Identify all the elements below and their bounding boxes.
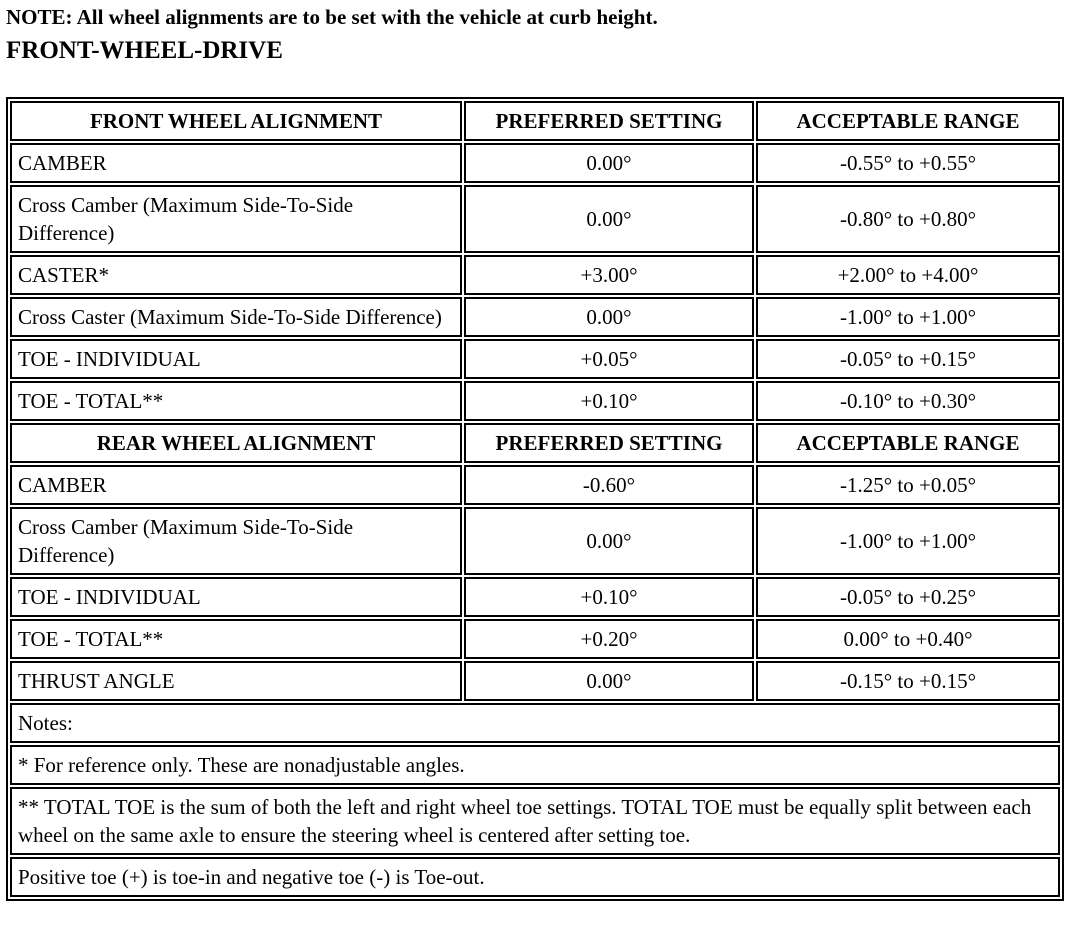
column-header-range: ACCEPTABLE RANGE: [756, 101, 1060, 141]
column-header-alignment: FRONT WHEEL ALIGNMENT: [10, 101, 462, 141]
table-row: [10, 185, 1060, 253]
range-cell: -0.05° to +0.25°: [756, 577, 1060, 617]
notes-row: [10, 857, 1060, 897]
table-row: [10, 465, 1060, 505]
preferred-cell: 0.00°: [464, 143, 754, 183]
preferred-cell: 0.00°: [464, 297, 754, 337]
range-cell: -0.05° to +0.15°: [756, 339, 1060, 379]
notes-heading: Notes:: [10, 703, 1060, 743]
front-header-row: [10, 101, 1060, 141]
table-row: [10, 339, 1060, 379]
parameter-cell: CASTER*: [10, 255, 462, 295]
preferred-cell: -0.60°: [464, 465, 754, 505]
table-row: [10, 577, 1060, 617]
table-row: [10, 619, 1060, 659]
preferred-cell: +0.20°: [464, 619, 754, 659]
page-title: FRONT-WHEEL-DRIVE: [6, 37, 283, 64]
parameter-cell: THRUST ANGLE: [10, 661, 462, 701]
range-cell: -0.80° to +0.80°: [756, 185, 1060, 253]
table-row: [10, 255, 1060, 295]
range-cell: -0.55° to +0.55°: [756, 143, 1060, 183]
notes-row: [10, 745, 1060, 785]
preferred-cell: 0.00°: [464, 507, 754, 575]
curb-height-note: NOTE: All wheel alignments are to be set with the vehicle at curb height.: [6, 5, 658, 29]
parameter-cell: Cross Camber (Maximum Side-To-Side Difference): [10, 507, 462, 575]
preferred-cell: +0.10°: [464, 577, 754, 617]
parameter-cell: TOE - INDIVIDUAL: [10, 577, 462, 617]
range-cell: -1.25° to +0.05°: [756, 465, 1060, 505]
parameter-cell: TOE - TOTAL**: [10, 619, 462, 659]
table-row: [10, 143, 1060, 183]
note-toe-sign: Positive toe (+) is toe-in and negative toe (-) is Toe-out.: [10, 857, 1060, 897]
preferred-cell: +0.10°: [464, 381, 754, 421]
table-row: [10, 381, 1060, 421]
table-row: [10, 507, 1060, 575]
rear-header-row: [10, 423, 1060, 463]
table-row: [10, 297, 1060, 337]
parameter-cell: CAMBER: [10, 143, 462, 183]
column-header-preferred: PREFERRED SETTING: [464, 101, 754, 141]
parameter-cell: TOE - INDIVIDUAL: [10, 339, 462, 379]
range-cell: +2.00° to +4.00°: [756, 255, 1060, 295]
column-header-preferred: PREFERRED SETTING: [464, 423, 754, 463]
note-total-toe: ** TOTAL TOE is the sum of both the left and right wheel toe settings. TOTAL TOE must be equally split between each wheel on the same axle to ensure the steering wheel is centered after setting toe.: [10, 787, 1060, 855]
column-header-alignment: REAR WHEEL ALIGNMENT: [10, 423, 462, 463]
parameter-cell: TOE - TOTAL**: [10, 381, 462, 421]
notes-row: [10, 787, 1060, 855]
column-header-range: ACCEPTABLE RANGE: [756, 423, 1060, 463]
note-reference-only: * For reference only. These are nonadjustable angles.: [10, 745, 1060, 785]
preferred-cell: 0.00°: [464, 185, 754, 253]
table-row: [10, 661, 1060, 701]
range-cell: -1.00° to +1.00°: [756, 507, 1060, 575]
alignment-spec-table: [6, 97, 1064, 901]
range-cell: 0.00° to +0.40°: [756, 619, 1060, 659]
parameter-cell: CAMBER: [10, 465, 462, 505]
range-cell: -1.00° to +1.00°: [756, 297, 1060, 337]
preferred-cell: +3.00°: [464, 255, 754, 295]
parameter-cell: Cross Camber (Maximum Side-To-Side Difference): [10, 185, 462, 253]
preferred-cell: 0.00°: [464, 661, 754, 701]
range-cell: -0.10° to +0.30°: [756, 381, 1060, 421]
preferred-cell: +0.05°: [464, 339, 754, 379]
notes-row: [10, 703, 1060, 743]
parameter-cell: Cross Caster (Maximum Side-To-Side Difference): [10, 297, 462, 337]
range-cell: -0.15° to +0.15°: [756, 661, 1060, 701]
